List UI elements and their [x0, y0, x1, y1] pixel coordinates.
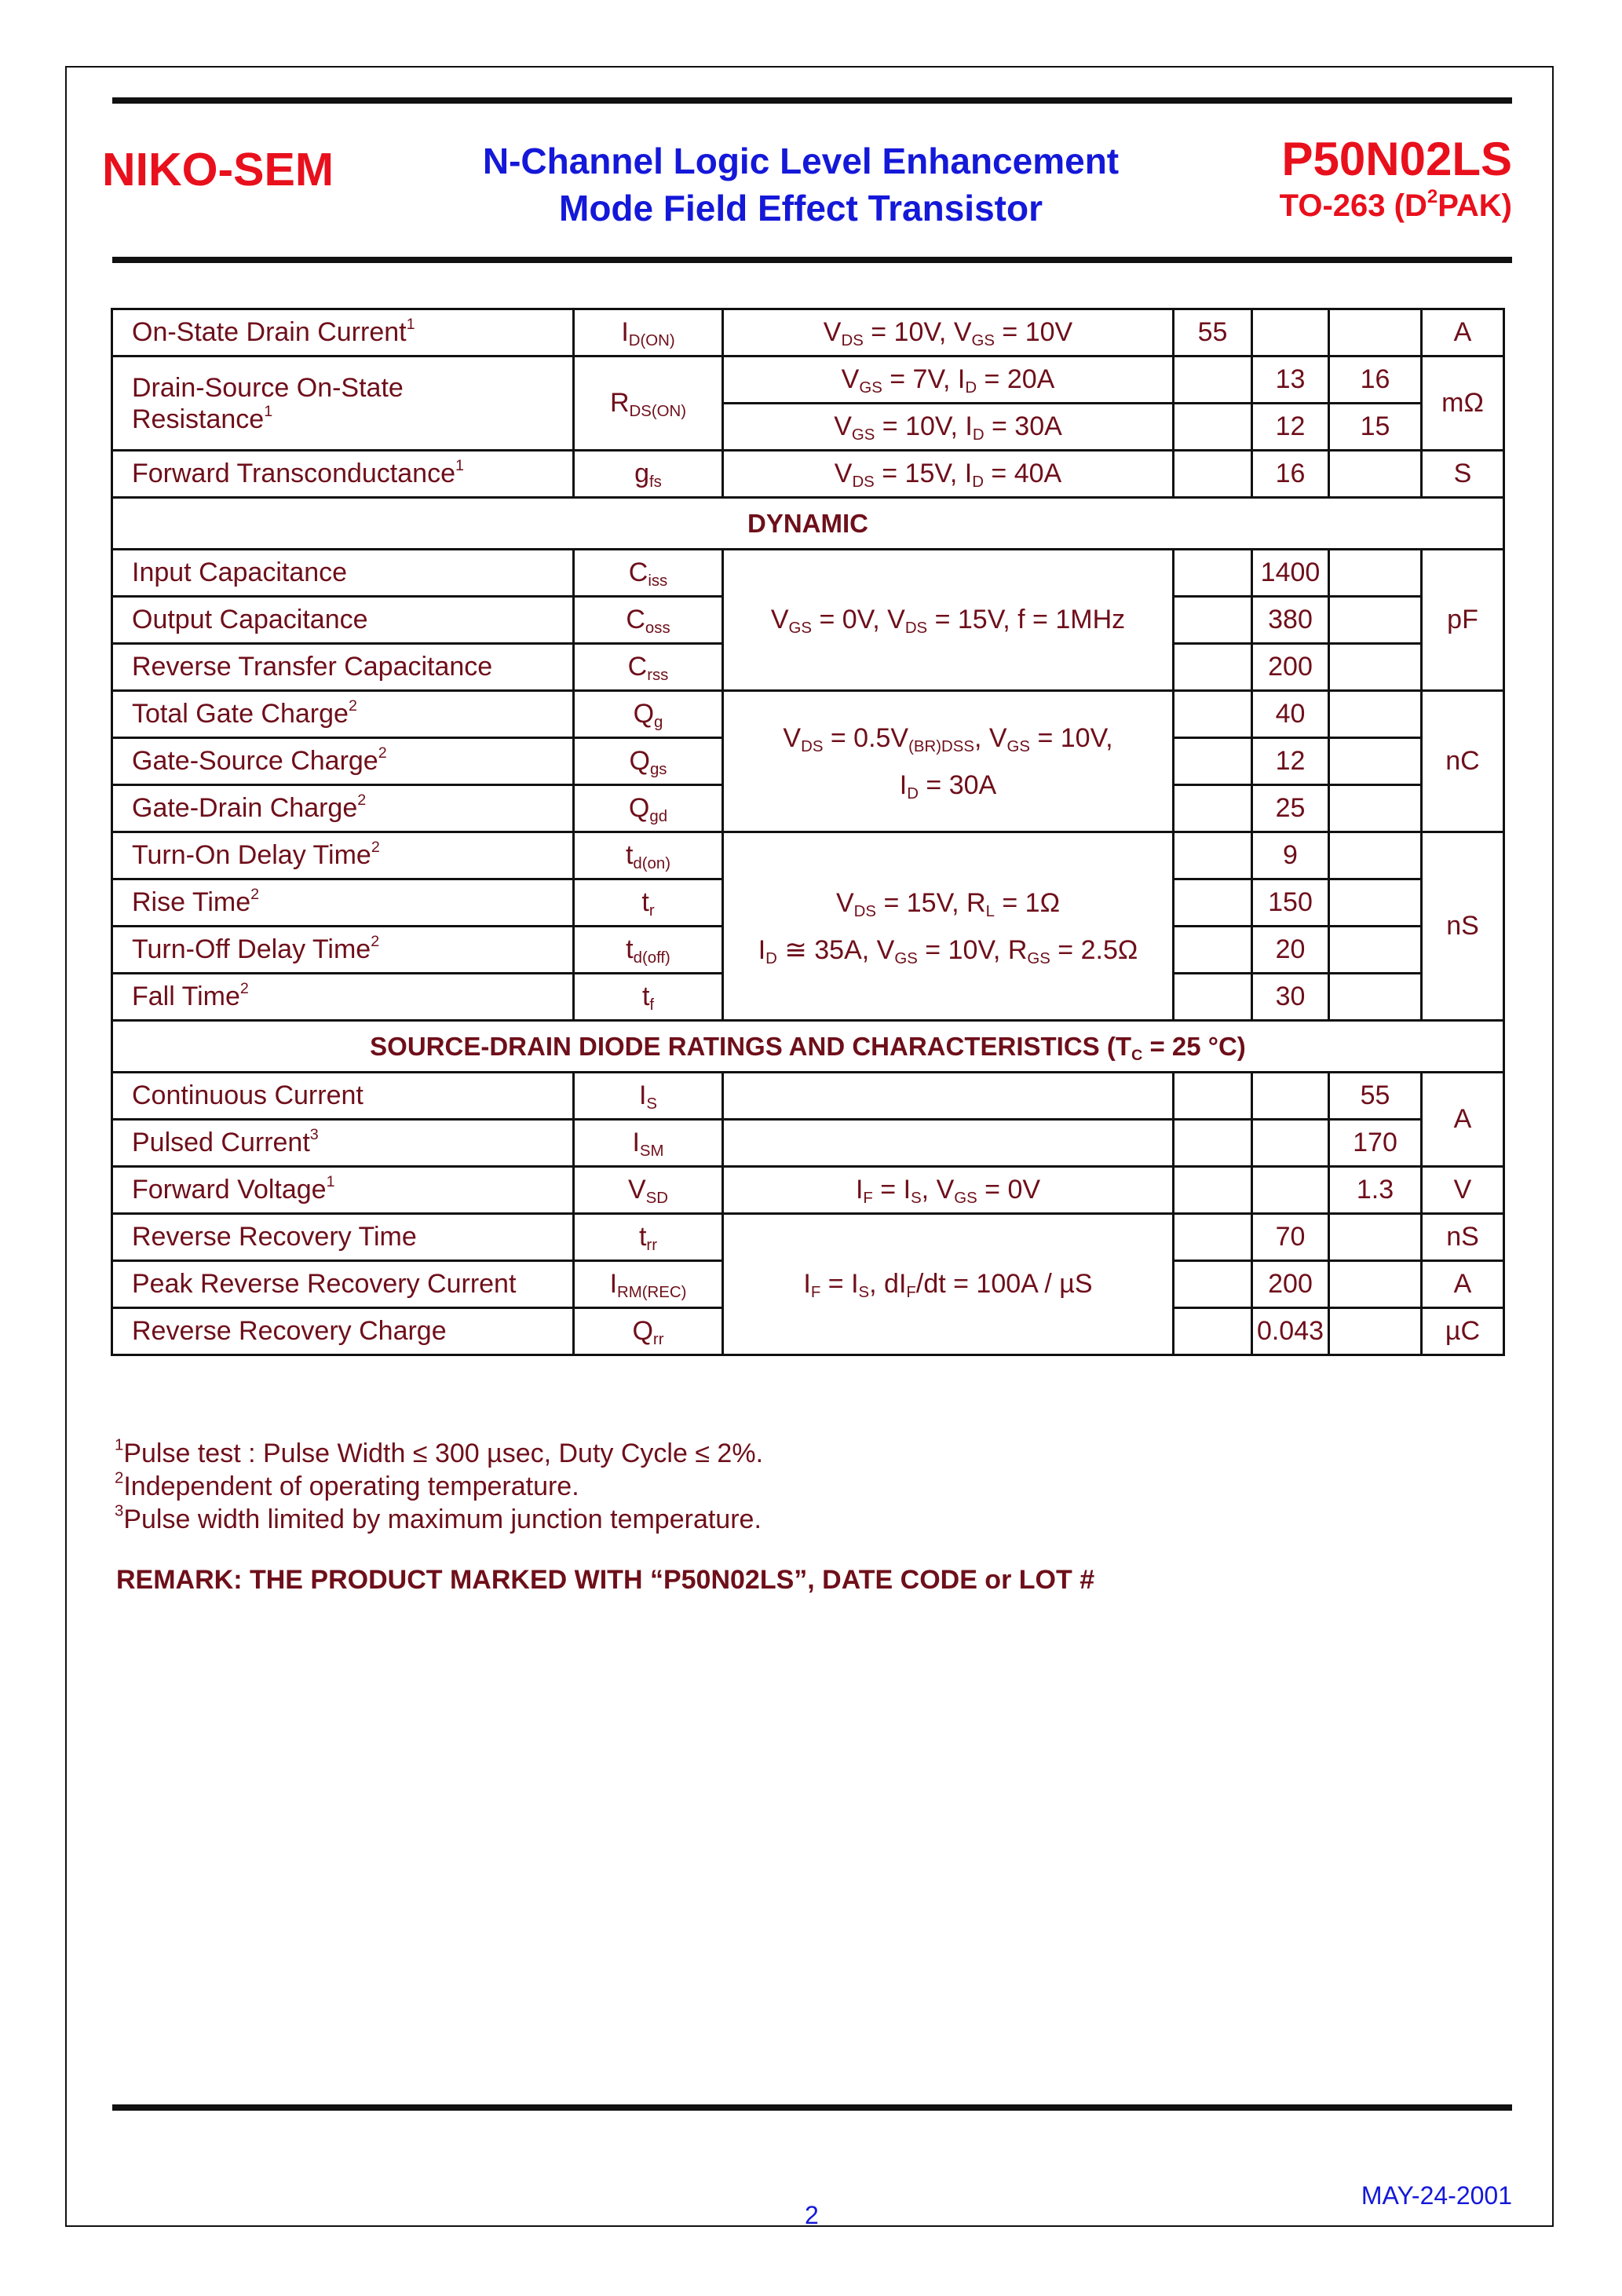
footnote-number: 3 [115, 1502, 124, 1520]
max-value [1329, 550, 1422, 597]
title-line-2: Mode Field Effect Transistor [559, 188, 1043, 229]
unit-cell: A [1422, 309, 1504, 356]
parameter-cell [112, 1120, 574, 1167]
footnote-text: Pulse width limited by maximum junction temperature. [123, 1504, 762, 1534]
parameter-cell [112, 1167, 574, 1214]
min-value [1174, 597, 1252, 644]
unit-cell: µC [1422, 1308, 1504, 1355]
parameter-name: Total Gate Charge [132, 699, 349, 729]
section-row [112, 498, 1504, 550]
table-row [112, 691, 1504, 738]
max-value: 15 [1329, 404, 1422, 451]
typ-value: 200 [1252, 644, 1329, 691]
typ-value: 16 [1252, 451, 1329, 498]
min-value [1174, 644, 1252, 691]
symbol-cell: $t_r$ [574, 879, 723, 927]
symbol-cell: $Q_g$ [574, 691, 723, 738]
typ-value [1252, 1167, 1329, 1214]
symbol-cell: $C_{iss}$ [574, 550, 723, 597]
footnote-text: Independent of operating temperature. [123, 1472, 579, 1501]
max-value [1329, 451, 1422, 498]
typ-value: 0.043 [1252, 1308, 1329, 1355]
symbol-cell: $R_{DS(ON)}$ [574, 356, 723, 451]
unit-cell: mΩ [1422, 356, 1504, 451]
max-value [1329, 879, 1422, 927]
footnote-ref: 2 [348, 697, 357, 715]
symbol-cell: $t_{d(off)}$ [574, 927, 723, 974]
typ-value: 200 [1252, 1261, 1329, 1308]
max-value [1329, 1308, 1422, 1355]
table-row [112, 451, 1504, 498]
max-value [1329, 738, 1422, 785]
max-value: 170 [1329, 1120, 1422, 1167]
parameter-cell [112, 832, 574, 879]
max-value [1329, 927, 1422, 974]
parameter-cell [112, 974, 574, 1021]
unit-cell: V [1422, 1167, 1504, 1214]
parameter-cell [112, 550, 574, 597]
max-value [1329, 1261, 1422, 1308]
typ-value: 12 [1252, 404, 1329, 451]
parameter-name: Gate-Drain Charge [132, 793, 358, 823]
symbol-cell: $I_{SM}$ [574, 1120, 723, 1167]
electrical-characteristics-table [111, 308, 1505, 1356]
symbol-cell: $Q_{gs}$ [574, 738, 723, 785]
min-value [1174, 1214, 1252, 1261]
min-value [1174, 785, 1252, 832]
typ-value: 25 [1252, 785, 1329, 832]
min-value [1174, 832, 1252, 879]
min-value [1174, 879, 1252, 927]
min-value [1174, 1167, 1252, 1214]
table-body [112, 309, 1504, 1355]
footnote-ref: 3 [309, 1126, 319, 1144]
min-value [1174, 974, 1252, 1021]
parameter-cell [112, 738, 574, 785]
unit-cell: A [1422, 1261, 1504, 1308]
symbol-cell: $t_{d(on)}$ [574, 832, 723, 879]
min-value [1174, 691, 1252, 738]
header-top-rule [112, 97, 1512, 104]
max-value [1329, 1214, 1422, 1261]
parameter-name: Reverse Transfer Capacitance [132, 652, 493, 682]
max-value: 16 [1329, 356, 1422, 404]
table-row [112, 550, 1504, 597]
symbol-cell: $t_{rr}$ [574, 1214, 723, 1261]
footnote-ref: 1 [264, 402, 273, 420]
footnotes [115, 1437, 763, 1536]
parameter-cell [112, 691, 574, 738]
symbol-cell: $Q_{gd}$ [574, 785, 723, 832]
parameter-cell [112, 451, 574, 498]
revision-date: MAY-24-2001 [1361, 2181, 1512, 2210]
title-line-1: N-Channel Logic Level Enhancement [482, 141, 1120, 181]
max-value [1329, 644, 1422, 691]
brand-logo-text: NIKO-SEM [102, 144, 334, 196]
parameter-cell [112, 1073, 574, 1120]
section-header-dynamic: DYNAMIC [112, 498, 1504, 550]
parameter-name: Turn-Off Delay Time [132, 934, 371, 964]
max-value [1329, 832, 1422, 879]
symbol-cell: $I_{RM(REC)}$ [574, 1261, 723, 1308]
typ-value: 380 [1252, 597, 1329, 644]
typ-value: 30 [1252, 974, 1329, 1021]
unit-cell: A [1422, 1073, 1504, 1167]
parameter-name: Input Capacitance [132, 558, 348, 587]
footnote-number: 2 [115, 1469, 124, 1487]
min-value [1174, 451, 1252, 498]
typ-value: 12 [1252, 738, 1329, 785]
footnote-text: Pulse test : Pulse Width ≤ 300 µsec, Duty Cycle ≤ 2%. [123, 1439, 764, 1468]
min-value [1174, 404, 1252, 451]
max-value [1329, 597, 1422, 644]
typ-value: 40 [1252, 691, 1329, 738]
parameter-name: Fall Time [132, 982, 240, 1011]
typ-value [1252, 1120, 1329, 1167]
typ-value: 150 [1252, 879, 1329, 927]
table-row [112, 1214, 1504, 1261]
condition-cell: $I_F = I_S$, $V_{GS} = 0V$ [723, 1167, 1174, 1214]
parameter-cell [112, 879, 574, 927]
condition-cell [723, 1073, 1174, 1120]
typ-value: 1400 [1252, 550, 1329, 597]
parameter-name: Pulsed Current [132, 1128, 310, 1157]
parameter-name: Continuous Current [132, 1080, 363, 1110]
typ-value [1252, 309, 1329, 356]
parameter-name: Reverse Recovery Charge [132, 1316, 447, 1346]
symbol-cell: $t_f$ [574, 974, 723, 1021]
section-header-diode: SOURCE-DRAIN DIODE RATINGS AND CHARACTERISTICS ($T_C = 25$ °C) [112, 1021, 1504, 1073]
parameter-name-line-2: Resistance [132, 404, 265, 434]
unit-cell: nS [1422, 1214, 1504, 1261]
min-value [1174, 1120, 1252, 1167]
condition-cell: $V_{DS} = 15V$, $I_D = 40A$ [723, 451, 1174, 498]
footnote-ref: 1 [406, 316, 415, 334]
footnote-ref: 2 [239, 980, 249, 998]
marking-remark: REMARK: THE PRODUCT MARKED WITH “P50N02LS”, DATE CODE or LOT # [116, 1565, 1095, 1595]
parameter-name: Forward Voltage [132, 1175, 327, 1205]
min-value [1174, 1073, 1252, 1120]
table-row [112, 309, 1504, 356]
footer-rule [112, 2104, 1512, 2111]
condition-cell [723, 1120, 1174, 1167]
symbol-cell: $Q_{rr}$ [574, 1308, 723, 1355]
footnote-ref: 2 [250, 886, 260, 904]
parameter-cell [112, 356, 574, 451]
condition-cell: $I_F = I_S$, $dI_F/dt = 100A / \mu S$ [723, 1214, 1174, 1355]
symbol-cell: $V_{SD}$ [574, 1167, 723, 1214]
condition-cell: $V_{DS} = 0.5V_{(BR)DSS}$, $V_{GS} = 10V$, $I_D = 30A$ [723, 691, 1174, 832]
unit-cell: nS [1422, 832, 1504, 1021]
min-value [1174, 1261, 1252, 1308]
unit-cell: pF [1422, 550, 1504, 691]
footnote-ref: 2 [357, 792, 367, 810]
max-value [1329, 785, 1422, 832]
min-value [1174, 927, 1252, 974]
min-value [1174, 1308, 1252, 1355]
footnote-ref: 1 [326, 1173, 335, 1191]
max-value [1329, 974, 1422, 1021]
max-value: 1.3 [1329, 1167, 1422, 1214]
footnote-ref: 2 [371, 839, 380, 857]
section-row [112, 1021, 1504, 1073]
parameter-name: On-State Drain Current [132, 317, 407, 347]
part-number: P50N02LS [1281, 133, 1512, 185]
unit-cell: nC [1422, 691, 1504, 832]
parameter-cell [112, 1214, 574, 1261]
document-title [377, 137, 1225, 232]
package-label: TO-263 $(D^2PAK)$ [1279, 186, 1512, 223]
footnote-number: 1 [115, 1436, 124, 1454]
typ-value: 70 [1252, 1214, 1329, 1261]
footnote [115, 1437, 763, 1470]
symbol-cell: $I_{D(ON)}$ [574, 309, 723, 356]
condition-cell: $V_{GS} = 7V$, $I_D = 20A$ [723, 356, 1174, 404]
symbol-cell: $C_{oss}$ [574, 597, 723, 644]
condition-cell: $V_{DS} = 10V$, $V_{GS} = 10V$ [723, 309, 1174, 356]
parameter-name: Forward Transconductance [132, 459, 455, 488]
typ-value: 9 [1252, 832, 1329, 879]
footnote [115, 1503, 763, 1536]
parameter-cell [112, 785, 574, 832]
table-row [112, 832, 1504, 879]
min-value [1174, 356, 1252, 404]
min-value [1174, 738, 1252, 785]
symbol-cell: $I_S$ [574, 1073, 723, 1120]
parameter-cell [112, 927, 574, 974]
footnote-ref: 2 [378, 744, 387, 762]
parameter-name: Turn-On Delay Time [132, 840, 371, 870]
condition-cell: $V_{GS} = 0V$, $V_{DS} = 15V$, f = 1MHz [723, 550, 1174, 691]
parameter-cell [112, 309, 574, 356]
symbol-cell: $C_{rss}$ [574, 644, 723, 691]
page-number: 2 [805, 2201, 819, 2229]
table-row [112, 1167, 1504, 1214]
parameter-name: Output Capacitance [132, 605, 368, 634]
parameter-cell [112, 644, 574, 691]
parameter-name: Gate-Source Charge [132, 746, 378, 776]
parameter-name: Reverse Recovery Time [132, 1222, 417, 1252]
table-row [112, 1073, 1504, 1120]
parameter-name: Peak Reverse Recovery Current [132, 1269, 517, 1299]
typ-value [1252, 1073, 1329, 1120]
footnote-ref: 2 [371, 933, 380, 951]
parameter-cell [112, 597, 574, 644]
max-value [1329, 691, 1422, 738]
symbol-cell: $g_{fs}$ [574, 451, 723, 498]
unit-cell: S [1422, 451, 1504, 498]
footnote-ref: 1 [455, 457, 464, 475]
max-value: 55 [1329, 1073, 1422, 1120]
condition-cell: $V_{GS} = 10V$, $I_D = 30A$ [723, 404, 1174, 451]
min-value [1174, 550, 1252, 597]
header-bottom-rule [112, 257, 1512, 263]
typ-value: 13 [1252, 356, 1329, 404]
min-value: 55 [1174, 309, 1252, 356]
parameter-cell [112, 1261, 574, 1308]
max-value [1329, 309, 1422, 356]
condition-cell: $V_{DS} = 15V$, $R_L = 1\Omega$ $I_D$ ≅ 35A, $V_{GS} = 10V$, $R_{GS} = 2.5\Omega$ [723, 832, 1174, 1021]
table-row [112, 356, 1504, 404]
parameter-name-line-1: Drain-Source On-State [132, 372, 404, 403]
footnote [115, 1470, 763, 1503]
parameter-cell [112, 1308, 574, 1355]
typ-value: 20 [1252, 927, 1329, 974]
table-row [112, 1120, 1504, 1167]
parameter-name: Rise Time [132, 887, 251, 917]
